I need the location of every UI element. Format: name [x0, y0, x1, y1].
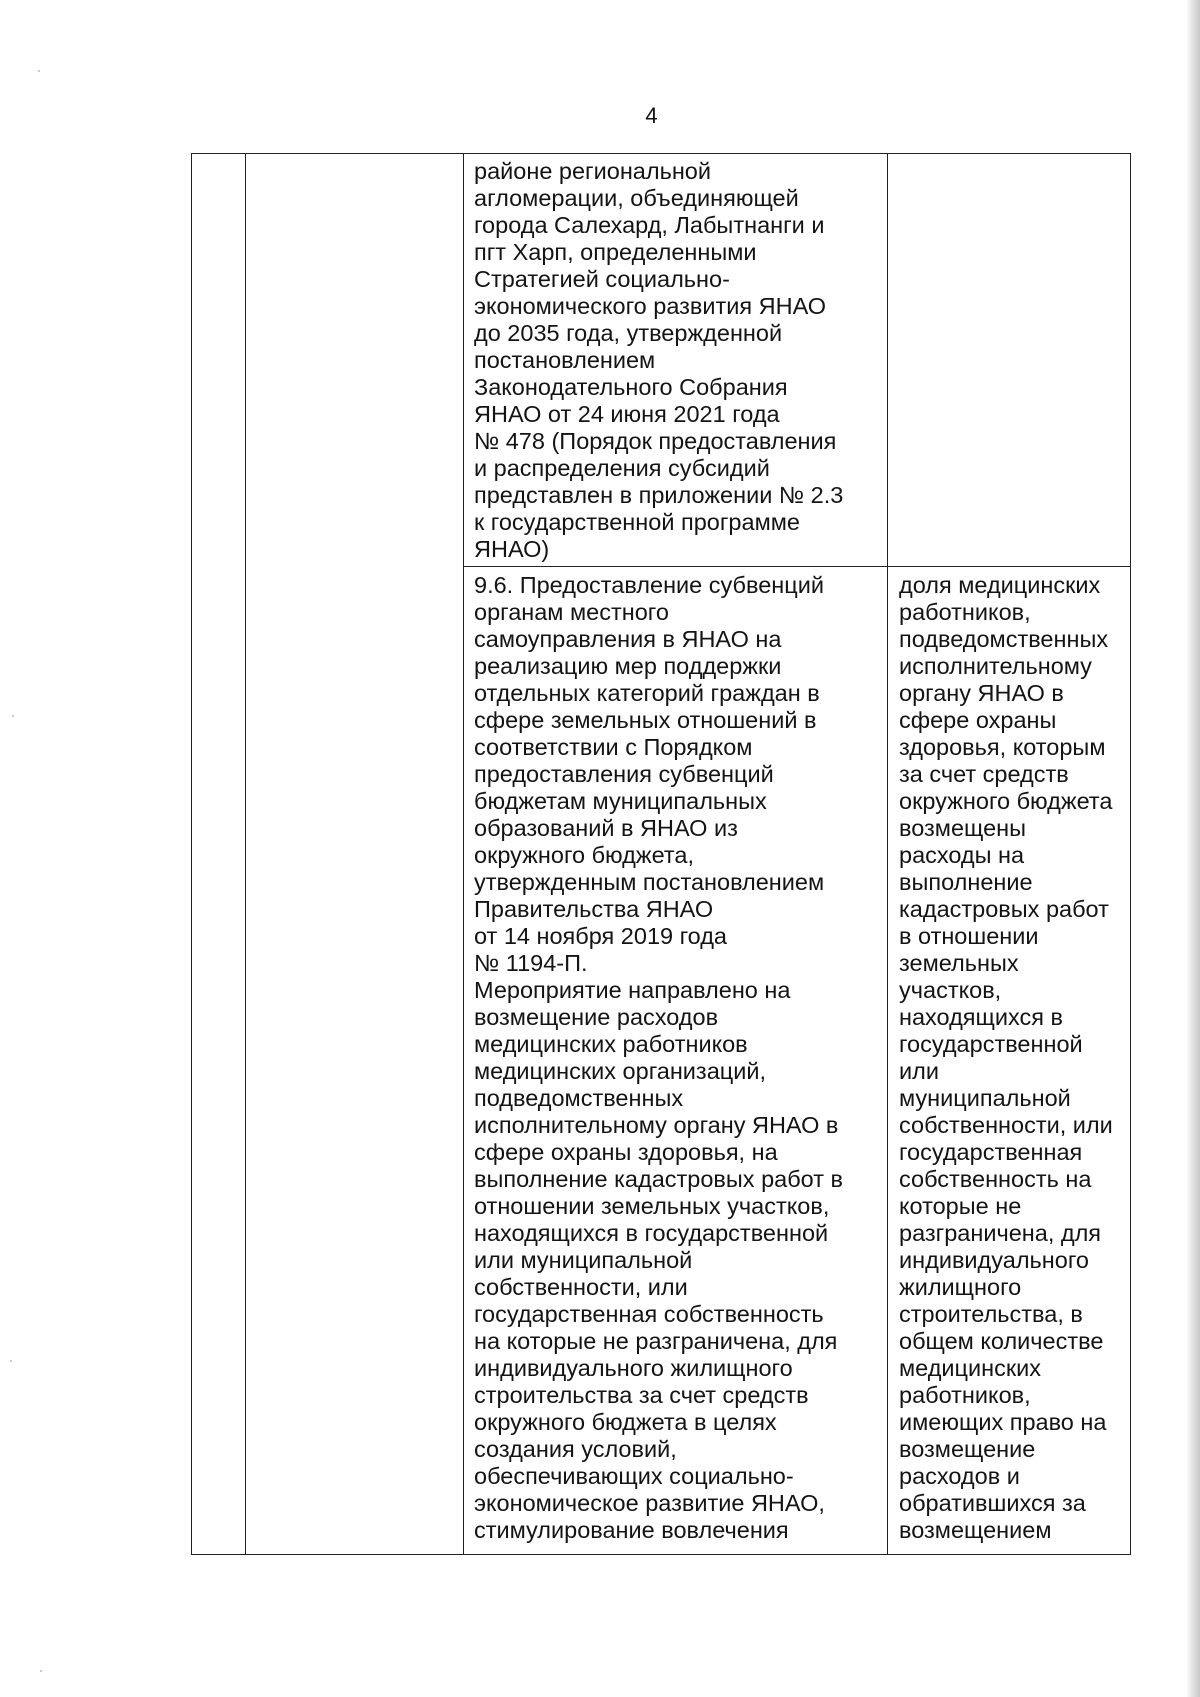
scan-speck — [10, 1360, 12, 1362]
row2-activity-text: 9.6. Предоставление субвенций органам местного самоуправления в ЯНАО на реализацию мер поддержки отдельных категорий граждан в сфере земельных отношений в соответствии с Порядком предоставления субвенций бюджетам муниципальных образований в ЯНАО из окружного бюджета, утвержденным постановлением Правительства ЯНАО от 14 ноября 2019 года № 1194-П. Мероприятие направлено на возмещение расходов медицинских работников медицинских организаций, подведомственных исполнительному органу ЯНАО в сфере охраны здоровья, на выполнение кадастровых работ в отношении земельных участков, находящихся в государственной или муниципальной собственности, или государственная собственность на которые не разграничена, для индивидуального жилищного строительства за счет средств окружного бюджета в целях создания условий, обеспечивающих социально- экономическое развитие ЯНАО, стимулирование вовлечения — [474, 572, 844, 1543]
row1-activity-text: районе региональной агломерации, объединяющей города Салехард, Лабытнанги и пгт Харп, определенными Стратегией социально- экономического развития ЯНАО до 2035 года, утвержденной постановлением Законодательного Собрания ЯНАО от 24 июня 2021 года № 478 (Порядок предоставления и распределения субсидий представлен в приложении № 2.3 к государственной программе ЯНАО) — [474, 158, 844, 562]
row2-indicator-text: доля медицинских работников, подведомственных исполнительному органу ЯНАО в сфере охраны здоровья, которым за счет средств окружного бюджета возмещены расходы на выполнение кадастровых работ в отношении земельных участков, находящихся в государственной или муниципальной собственности, или государственная собственность на которые не разграничена, для индивидуального жилищного строительства, в общем количестве медицинских работников, имеющих право на возмещение расходов и обратившихся за возмещением — [899, 572, 1113, 1543]
column-divider-2 — [463, 154, 464, 1554]
page-edge-shadow — [1186, 0, 1200, 1697]
column-divider-1 — [245, 154, 246, 1554]
page-number: 4 — [645, 103, 658, 128]
row-divider — [463, 566, 1130, 567]
scan-speck — [38, 70, 40, 72]
column-divider-3 — [887, 154, 888, 1554]
program-table — [191, 153, 1131, 1555]
scan-speck — [40, 1670, 42, 1672]
scan-speck — [12, 715, 14, 717]
